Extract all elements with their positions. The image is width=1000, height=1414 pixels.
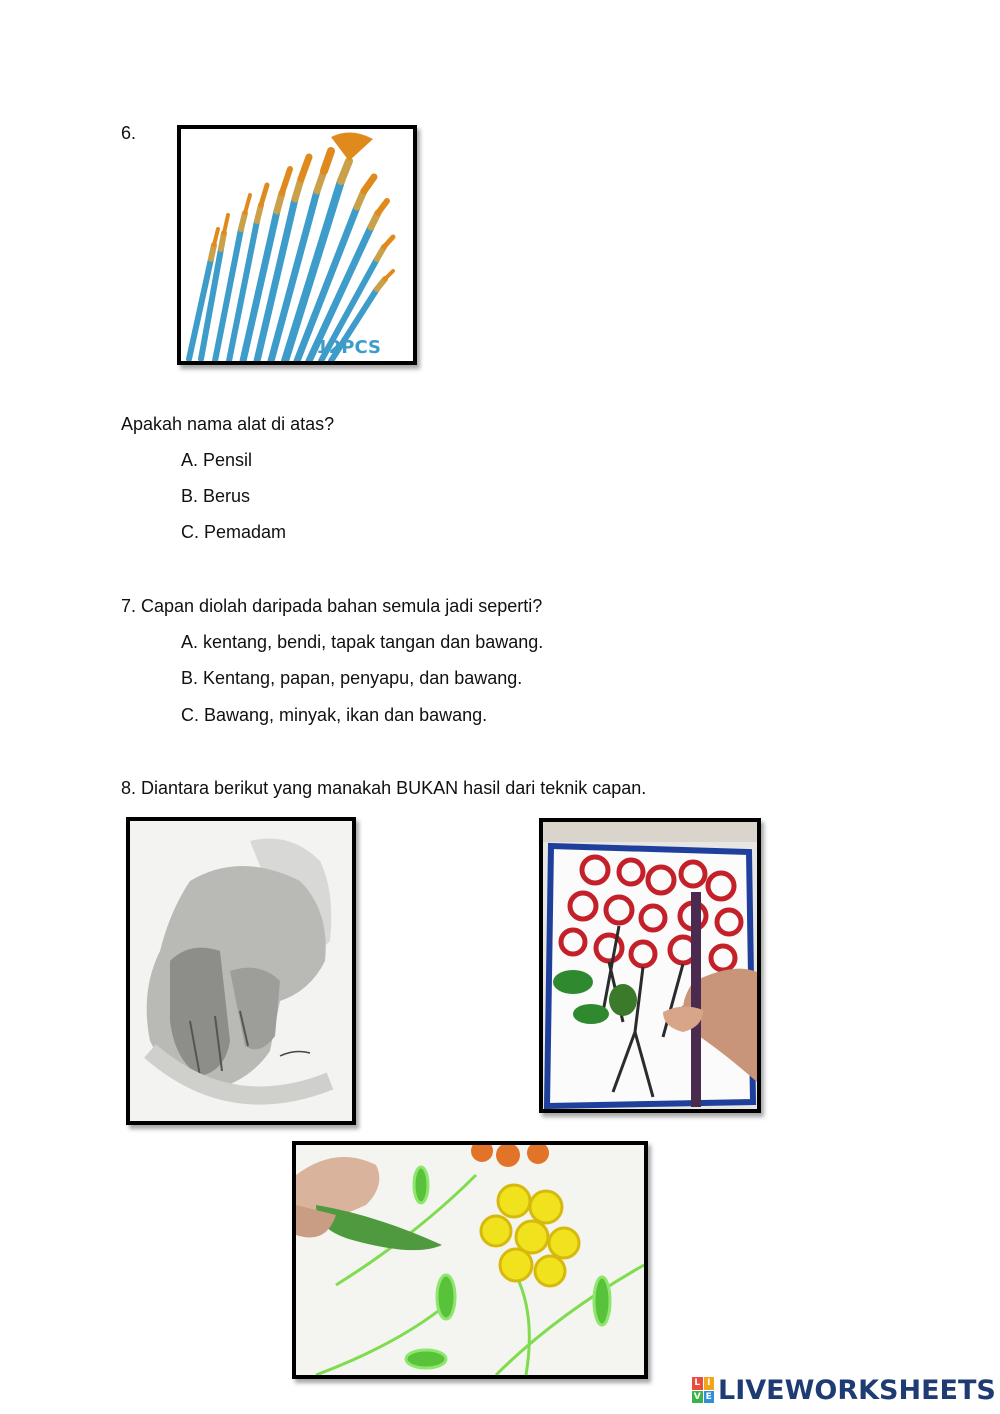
question-7-option-c[interactable]: C. Bawang, minyak, ikan dan bawang. <box>181 705 488 725</box>
rose-stamping-image[interactable] <box>539 818 761 1113</box>
logo-letter-e: E <box>704 1391 715 1404</box>
brush-set-label: 12PCS <box>316 337 381 358</box>
liveworksheets-logo[interactable] <box>692 1373 996 1407</box>
question-6-option-a[interactable]: A. Pensil <box>181 450 253 470</box>
logo-letter-i: I <box>704 1377 715 1390</box>
question-6-option-b[interactable]: B. Berus <box>181 486 251 506</box>
question-6-option-c[interactable]: C. Pemadam <box>181 522 287 542</box>
question-6-number: 6. <box>121 123 137 143</box>
question-7-text: 7. Capan diolah daripada bahan semula jadi seperti? <box>121 596 543 616</box>
logo-letter-v: V <box>693 1391 701 1402</box>
hand-drawing-illustration <box>130 821 352 1121</box>
logo-letter-l: L <box>692 1377 703 1390</box>
brushes-image <box>177 125 417 365</box>
question-7-option-a[interactable]: A. kentang, bendi, tapak tangan dan bawang. <box>181 632 544 652</box>
liveworksheets-logo-text: LIVEWORKSHEETS <box>718 1374 996 1406</box>
okra-stamping-image[interactable] <box>292 1141 648 1379</box>
question-7-option-b[interactable]: B. Kentang, papan, penyapu, dan bawang. <box>181 668 523 688</box>
question-6-text: Apakah nama alat di atas? <box>121 414 335 434</box>
paint-brushes-illustration <box>181 129 413 361</box>
liveworksheets-logo-mark <box>692 1377 714 1403</box>
rose-stamp-painting-illustration <box>543 822 757 1109</box>
hand-sketch-image[interactable] <box>126 817 356 1125</box>
question-8-text: 8. Diantara berikut yang manakah BUKAN hasil dari teknik capan. <box>121 778 647 798</box>
okra-stamp-painting-illustration <box>296 1145 644 1375</box>
